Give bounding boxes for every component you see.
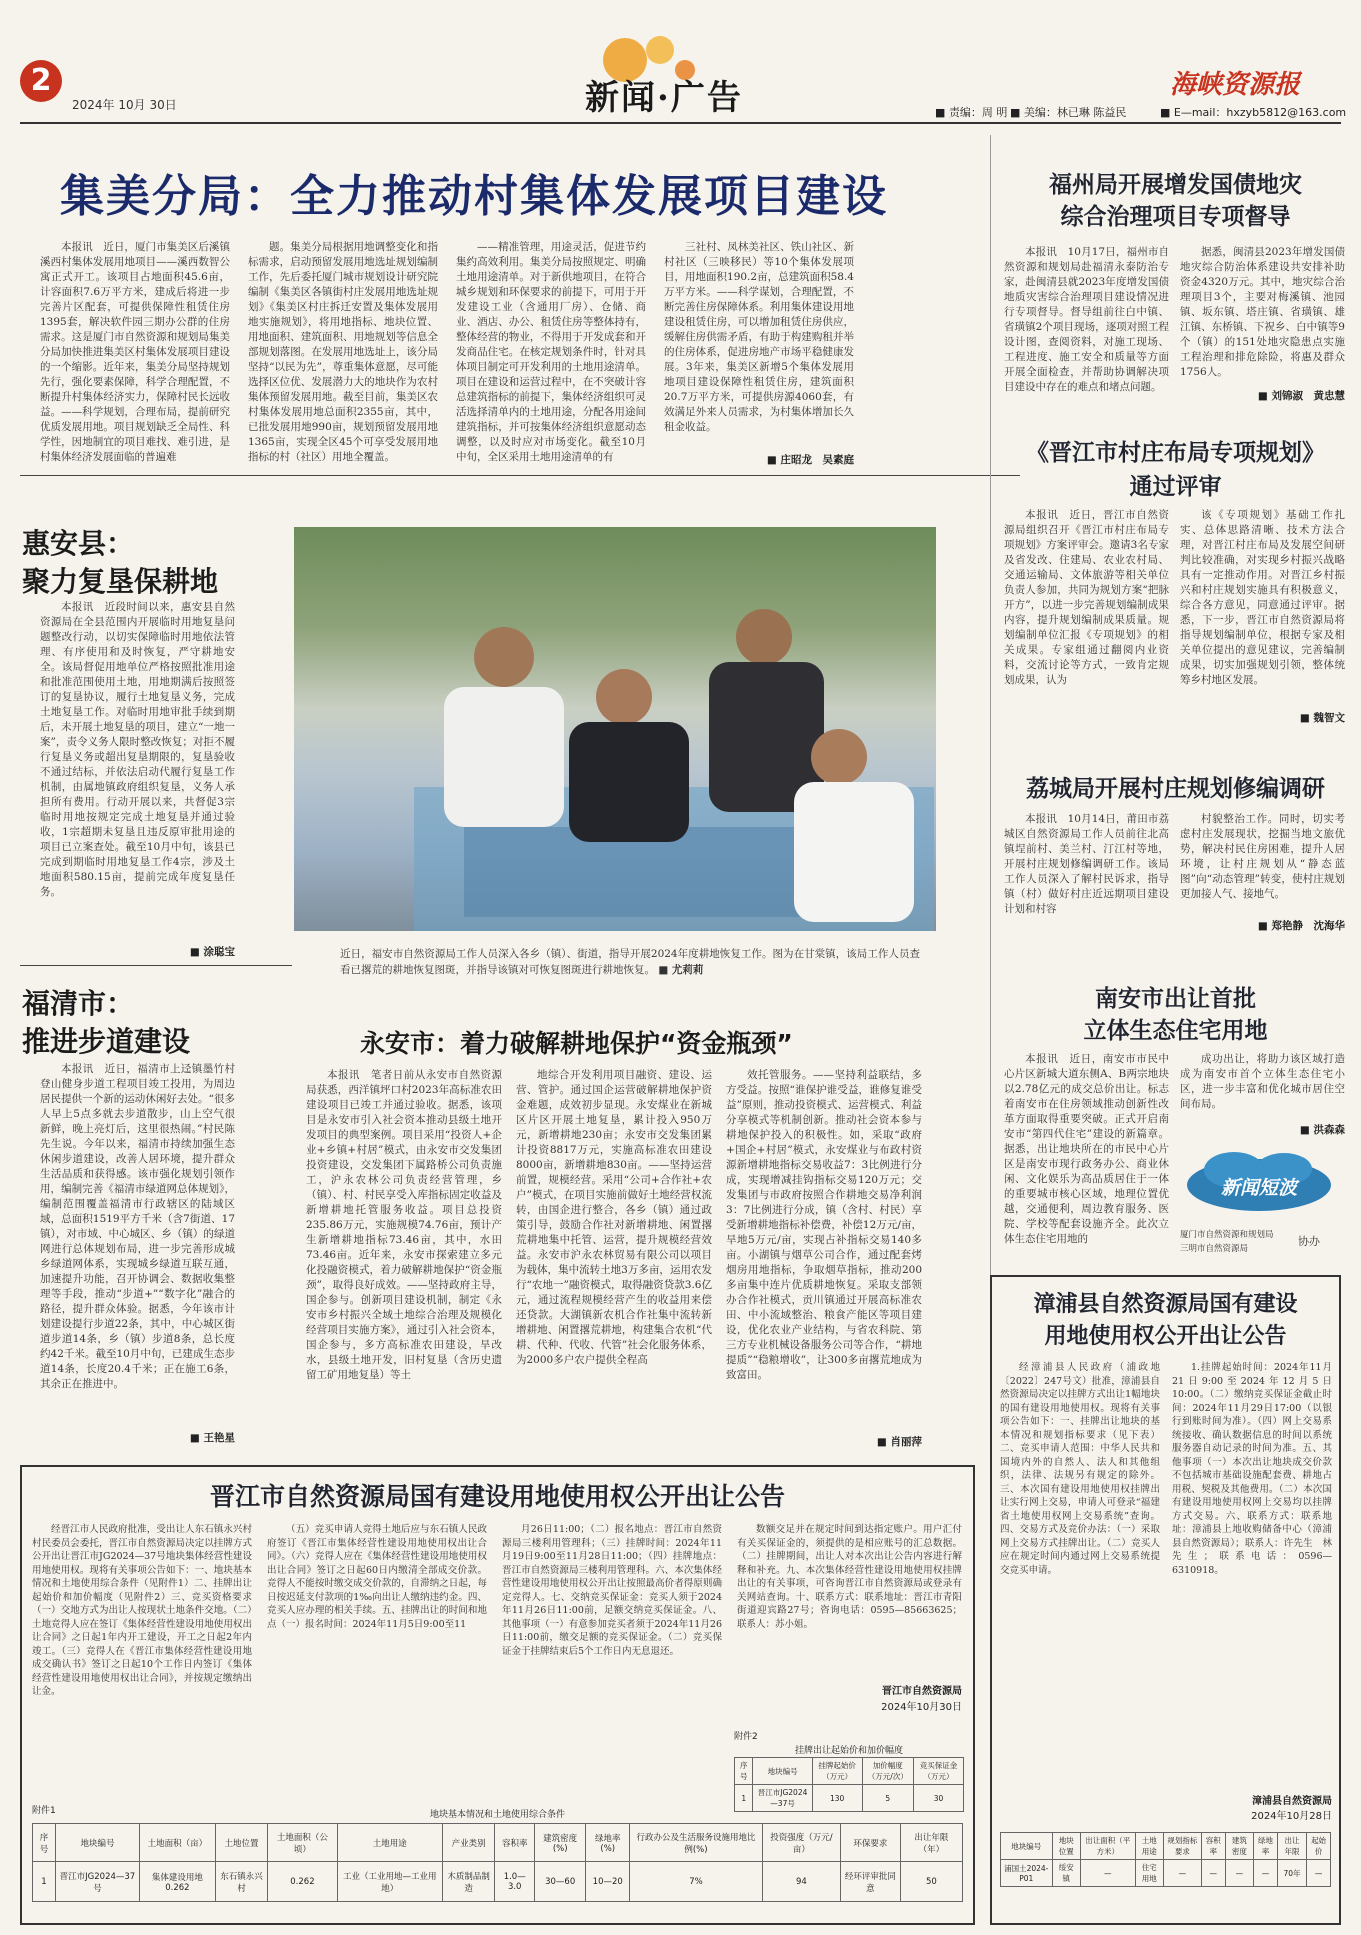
table-header-cell: 绿地率(%) bbox=[586, 1824, 630, 1862]
table-header-cell: 绿地率 bbox=[1254, 1833, 1278, 1860]
small-table-caption: 挂牌出让起始价和加价幅度 bbox=[794, 1746, 903, 1756]
fuzhou-headline-2: 综合治理项目专项督导 bbox=[1060, 204, 1291, 230]
table-cell: 30 bbox=[913, 1785, 963, 1812]
fuqing-headline-2: 推进步道建设 bbox=[22, 1025, 191, 1058]
jinjiang-notice-col-3: 月26日11:00；（二）报名地点：晋江市自然资源局三楼利用管理科；（三）挂牌时间：2024年11月19日9:00至11月28日11:00；（四）挂牌地点：晋江市自然资源局三楼利用管理科。六、本次集体经营性建设用地使用权公开出让按照最高价者得原则确定竞得人。七、交纳竞买保证金：竞买人须于2024年11月26日11:00前，足额交纳竞买保证金。八、其他事项（一）有意参加竞买者须于2024年11月26日11:00前，缴交足额的竞买保证金。（二）竞买保证金于挂牌结束后5个工作日内无息退还。 bbox=[502, 1524, 722, 1657]
table-header-cell: 产业类别 bbox=[442, 1824, 494, 1862]
zhangpu-table-wrap bbox=[1000, 1832, 1331, 1887]
issue-date: 2024年 10月 30日 bbox=[72, 98, 177, 112]
table-header-cell: 挂牌起始价（万元） bbox=[812, 1758, 862, 1785]
photo-caption-text: 近日，福安市自然资源局工作人员深入各乡（镇）、街道，指导开展2024年度耕地恢复工作。图为在甘棠镇，该局工作人员查看已撂荒的耕地恢复图斑，并指导该镇对可恢复图斑进行耕地恢复。 bbox=[340, 948, 920, 976]
yongan-col-1: 本报讯 笔者日前从永安市自然资源局获悉，西洋镇坪口村2023年高标准农田建设项目已竣工并通过验收。据悉，该项目是永安市引入社会资本推动县级土地开发项目的典型案例。项目采用“投资人+企业+乡镇+村居”模式，由永安市交发集团投资建设，交发集团下属路桥公司负责施工，沪永农林公司负责经营管理，乡（镇）、村、村民享受入库指标固定收益及新增耕地托管服务收益。项目总投资235.86万元，实施规模74.76亩，预计产生新增耕地指标73.46亩，其中，水田73.46亩。近年来，永安市探索建立多元化投融资模式，着力破解耕地保护“资金瓶颈”，取得良好成效。——坚持政府主导，国企参与。创新项目建设机制，制定《永安市乡村振兴全域土地综合治理及规模化经营项目实施方案》，通过引入社会资本，国企参与，多方高标准农田建设，旱改水，县级土地开发，旧村复垦（含历史遗留工矿用地复垦）等土 bbox=[306, 1069, 502, 1381]
licheng-col-2: 村貌整治工作。同时，切实考虑村庄发展现状，挖掘当地文旅优势，解决村民住房困难，提升人居环境，让村庄规划从“静态蓝图”向“动态管理”转变，使村庄规划更加接人气、接地气。 bbox=[1180, 813, 1345, 900]
table-header-row bbox=[33, 1824, 963, 1862]
nanan-headline-1: 南安市出让首批 bbox=[1095, 986, 1256, 1012]
table-header-cell: 地块编号 bbox=[753, 1758, 812, 1785]
table-header-cell: 投资强度（万元/亩） bbox=[762, 1824, 840, 1862]
table-header-cell: 土地用途 bbox=[337, 1824, 442, 1862]
table-cell: 1.0—3.0 bbox=[495, 1862, 535, 1902]
jinjiang-notice-col-2: （五）竞买申请人竞得土地后应与东石镇人民政府签订《晋江市集体经营性建设用地使用权出让合同》。（六）竞得人应在《集体经营性建设用地使用权出让合同》签订之日起60日内缴清全部成交价款。竞得人不能按时缴交成交价款的，自滞纳之日起，每日按迟延支付款项的1‰向出让人缴纳违约金。四、竞买人应办理的相关手续。五、挂牌出让的时间和地点（一）报名时间：2024年11月5日9:00至11 bbox=[267, 1524, 487, 1630]
divider bbox=[20, 475, 1020, 476]
table-cell: 工业（工业用地—工业用地） bbox=[337, 1862, 442, 1902]
table-cell: 晋江市JG2024—37号 bbox=[55, 1862, 139, 1902]
table-cell: — bbox=[1201, 1860, 1225, 1887]
table-cell: 绥安镇 bbox=[1052, 1860, 1080, 1887]
jinjiang-notice-box bbox=[20, 1465, 975, 1925]
table-cell: 10—20 bbox=[586, 1862, 630, 1902]
main-table-wrap bbox=[32, 1823, 963, 1902]
page-header bbox=[0, 0, 1361, 130]
fuzhou-col-1: 本报讯 10月17日，福州市自然资源和规划局赴福清永泰防治专家，赴闽清县就2023年度增发国债地质灾害综合治理项目建设情况进行专项督导。督导组前往白中镇、省璜镇2个项目现场，逐项对照工程设计图，查阅资料，对施工现场、工程进度、施工安全和质量等方面开展全面检查，并帮助协调解决项目建设中存在的难点和堵点问题。 bbox=[1004, 246, 1169, 393]
table-cell: 94 bbox=[762, 1862, 840, 1902]
small-table-wrap bbox=[734, 1757, 964, 1812]
sponsor-2: 三明市自然资源局 bbox=[1180, 1244, 1249, 1254]
table-cell: 木质制品制造 bbox=[442, 1862, 494, 1902]
table-header-row bbox=[1001, 1833, 1331, 1860]
table-cell: 晋江市JG2024—37号 bbox=[753, 1785, 812, 1812]
nanan-byline: ■ 洪森森 bbox=[1299, 1124, 1345, 1136]
yongan-col-3: 效托管服务。——坚持利益联结，多方受益。按照“谁保护谁受益，谁修复谁受益”原则，推动投资模式、运营模式、利益分享模式等机制创新。推动社会资本参与耕地保护投入的积极性。如，采取“政府+国企+村居”模式，永安煤业与布政村资源新增耕地指标交易收益7：3比例进行分成，实现增减挂钩指标交易120万元；交发集团与市政府按照合作耕地交易净利润3：7比例进行分成，镇（含村、村民）享受新增耕地指标补偿费，补偿12万元/亩，旱地5万元/亩，实现占补指标交易140多亩。小湖镇与烟草公司合作，通过配套烤烟房用地指标，争取烟草指标，推动200多亩集中连片优质耕地恢复。采取支部领办合作社模式，贡川镇通过开展高标准农田、中小流域整治、粮食产能区等项目建设，优化农业产业结构，与省农科院、第三方专业机械设备服务公司等合作，“耕地提质”“稳粮增收”，让300多亩撂荒地成为致富田。 bbox=[726, 1069, 922, 1381]
zhangpu-headline-2: 用地使用权公开出让公告 bbox=[1044, 1324, 1287, 1349]
table-cell: 130 bbox=[812, 1785, 862, 1812]
table-header-cell: 起始价 bbox=[1307, 1833, 1331, 1860]
table-header-cell: 地块位置 bbox=[1052, 1833, 1080, 1860]
sponsor-1: 厦门市自然资源和规划局 bbox=[1180, 1230, 1274, 1240]
fuqing-body: 本报讯 近日，福清市上迳镇墨竹村登山健身步道工程项目竣工投用，为周边居民提供一个新的运动休闲好去处。“很多人早上5点多就去步道散步，山上空气很新鲜，晚上亮灯后，这里很热闹。”村民陈先生说。今年以来，福清市持续加强生态休闲步道建设，改善人居环境，提升群众生活品质和获得感。该市强化规划引领作用，编制完善《福清市绿道网总体规划》，编制范围覆盖福清市行政辖区的陆域区域，总面积1519平方千米（含7街道、17镇），对市域、中心城区、乡（镇）的绿道网进行总体规划布局，进一步完善形成城乡绿道网体系，实现城乡绿道互联互通，加速提升功能，召开协调会、数据收集整理等手段，推动“步道+”“数字化”融合的路径，提升群众体验。据悉，今年该市计划建设提行步道22条，其中，中心城区街道步道14条，乡（镇）步道8条，总长度约42千米。截至10月中旬，已建成生态步道14条，长度20.4千米；正在施工6条，其余正在推进中。 bbox=[40, 1063, 235, 1390]
email-credit: ■ E—mail：hxzyb5812@163.com bbox=[1160, 106, 1347, 119]
table-header-cell: 环保要求 bbox=[841, 1824, 901, 1862]
table-cell: — bbox=[1307, 1860, 1331, 1887]
table-cell: 7% bbox=[630, 1862, 763, 1902]
licheng-col-1: 本报讯 10月14日，莆田市荔城区自然资源局工作人员前往北高镇埕前村、美兰村、汀江村等地，开展村庄规划修编调研工作。该局工作人员深入了解村民诉求，指导镇（村）做好村庄近远期项目建设计划和村容 bbox=[1004, 813, 1169, 915]
main-table-label: 附件1 bbox=[32, 1806, 56, 1816]
news-photo bbox=[294, 527, 936, 931]
zhangpu-signature-2: 2024年10月28日 bbox=[1251, 1811, 1332, 1822]
yongan-headline: 永安市：着力破解耕地保护“资金瓶颈” bbox=[360, 1029, 793, 1058]
zhangpu-notice-box bbox=[990, 1275, 1341, 1925]
lead-col-4: 三社村、凤林美社区、铁山社区、新村社区（三映移民）等10个集体发展项目，用地面积190.2亩，总建筑面积58.4万平方米。——科学谋划，合理配置，不断完善住房保障体系。利用集体建设用地建设租赁住房，可以增加租赁住房供应，缓解住房供需矛盾，有助于构建购租并举的住房体系，促进房地产市场平稳健康发展。3年来，集美区新增5个集体发展用地项目建设保障性租赁住房，建筑面积20.7万平方米，可提供房源4060套，有效满足外来人员需求，为村集体增加长久租金收益。 bbox=[664, 241, 854, 433]
table-header-cell: 土地位置 bbox=[215, 1824, 267, 1862]
table-cell: 5 bbox=[862, 1785, 913, 1812]
table-header-cell: 出让年限（年） bbox=[900, 1824, 962, 1862]
zhangpu-table bbox=[1000, 1832, 1331, 1887]
lead-col-2: 题。集美分局根据用地调整变化和指标需求，启动预留发展用地选址规划编制工作，先后委托厦门城市规划设计研究院编制《集美区各镇街村庄发展用地选址规划》《集美区村庄拆迁安置及集体发展用地实施规划》，将用地指标、地块位置、用地面积、建筑面积、用地规划等信息全部规划落图。在发展用地选址上，该分局坚持“以民为先”，尊重集体意愿，尽可能选择区位优、发展潜力大的地块作为农村集体预留发展用地。截至目前，集美区农村集体发展用地总面积2355亩，其中，已批发展用地990亩，规划预留发展用地1365亩，实现全区45个可享受发展用地指标的村（社区）用地全覆盖。 bbox=[248, 241, 438, 463]
designer-credit: ■ 美编：林已琳 陈益民 bbox=[1010, 106, 1127, 119]
lead-col-1: 本报讯 近日，厦门市集美区后溪镇溪西村集体发展用地项目——溪西数智公寓正式开工。该项目占地面积45.6亩，计容面积7.6万平方米，建成后将进一步完善片区配套，可提供保障性租赁住房1395套，解决软件园三期办公群的住房需求。这是厦门市自然资源和规划局集美分局加快推进集美区村集体发展项目建设的一个缩影。近年来，集美分局坚持规划先行，强化要素保障，科学合理配置，不断提升村集体经济实力，保障村民长远收益。——科学规划，合理布局，提前研究优质发展用地。项目规划缺乏全局性、科学性，因地制宜的项目难找、难引进，是村集体经济发展面临的普遍难 bbox=[40, 241, 230, 463]
masthead-logo: 海峡资源报 bbox=[1170, 70, 1301, 100]
jinjiang-plan-headline-1: 《晋江市村庄布局专项规划》 bbox=[1026, 440, 1325, 466]
licheng-byline: ■ 郑艳静 沈海华 bbox=[1257, 920, 1345, 932]
table-cell: 1 bbox=[735, 1785, 753, 1812]
jinjiang-notice-col-1: 经晋江市人民政府批准，受出让人东石镇永兴村村民委员会委托，晋江市自然资源局决定以挂牌方式公开出让晋江市JG2024—37号地块集体经营性建设用地使用权。现将有关事项公告如下：一、地块基本情况和土地使用综合条件（见附件1）二、挂牌出让起始价和加价幅度（见附件2）三、竞买资格要求（一）交地方式为出让人按现状土地条件交地。（二）土地竞得人应在签订《集体经营性建设用地使用权出让合同》之日起1年内开工建设，开工之日起2年内竣工。（三）竞得人在《晋江市集体经营性建设用地成交确认书》签订之日起10个工作日内签订《集体经营性建设用地使用权出让合同》，并按规定缴纳出让金。 bbox=[32, 1524, 252, 1697]
divider bbox=[20, 965, 292, 966]
news-brief-badge bbox=[1184, 1145, 1334, 1225]
fuzhou-col-2: 据悉，闽清县2023年增发国债地灾综合防治体系建设共安排补助资金4320万元。其中，地灾综合治理项目3个，主要对梅溪镇、池园镇、坂东镇、塔庄镇、省璜镇、雄江镇、东桥镇、下祝乡、白中镇等9个（镇）的151处地灾隐患点实施工程治理和排危除险，将惠及群众1756人。 bbox=[1180, 246, 1345, 378]
table-cell: — bbox=[1225, 1860, 1253, 1887]
table-header-cell: 出让面积（平方米） bbox=[1080, 1833, 1135, 1860]
fuzhou-headline-1: 福州局开展增发国债地灾 bbox=[1049, 172, 1302, 198]
table-cell: 住宅用地 bbox=[1135, 1860, 1163, 1887]
table-cell: 经环评审批同意 bbox=[841, 1862, 901, 1902]
zhangpu-signature-1: 漳浦县自然资源局 bbox=[1252, 1796, 1332, 1807]
yongan-col-2: 地综合开发利用项目融资、建设、运营、管护。通过国企运营破解耕地保护资金难题，成效初步显现。永安煤业在新城区片区开展土地复垦，累计投入950万元，新增耕地230亩；永安市交发集团累计投资8817万元，实施高标准农田建设8000亩，新增耕地830亩。——坚持运营前置，规模经营。采用“公司+合作社+农户”模式，在项目实施前做好土地经营权流转，由国企进行整合，各乡（镇）通过政策引导，鼓励合作社对新增耕地、闲置撂荒耕地集中托管、运营，提升规模经营效益。永安市沪永农林贸易有限公司以项目为载体，集中流转土地3万多亩，运用农发行“农地一”融资模式，取得融资贷款3.6亿元，通过流程规模经营产生的收益用来偿还贷款。大湖镇新农机合作社集中流转新增耕地、闲置撂荒耕地，构建集合农机“代耕、代种、代收、代管”社会化服务体系，为2000多户农户提供全程高 bbox=[516, 1069, 712, 1366]
table-header-cell: 行政办公及生活服务设施用地比例(%) bbox=[630, 1824, 763, 1862]
jinjiang-notice-col-4: 数额交足并在规定时间到达指定账户。用户汇付有关买保证金的，须提供的是相应账号的汇总数据。（二）挂牌期间，出让人对本次出让公告内容进行解释和补充。九、本次集体经营性建设用地使用权挂牌出让的有关事项，可咨询晋江市自然资源局或登录有关网站查询。十、联系方式：联系地址：晋江市青阳街道迎宾路27号；咨询电话：0595—85663625；联系人：苏小姐。 bbox=[737, 1524, 962, 1630]
table-row bbox=[33, 1862, 963, 1902]
table-cell: — bbox=[1080, 1860, 1135, 1887]
table-header-cell: 序号 bbox=[33, 1824, 56, 1862]
jinjiang-plan-headline-2: 通过评审 bbox=[1129, 474, 1222, 500]
table-header-cell: 加价幅度（万元/次） bbox=[862, 1758, 913, 1785]
table-header-cell: 容积率 bbox=[495, 1824, 535, 1862]
table-header-row bbox=[735, 1758, 964, 1785]
table-header-cell: 竞买保证金（万元） bbox=[913, 1758, 963, 1785]
small-table-label: 附件2 bbox=[734, 1732, 758, 1742]
jinjiang-plan-byline: ■ 魏智文 bbox=[1299, 712, 1345, 724]
table-cell: 30—60 bbox=[535, 1862, 586, 1902]
main-table bbox=[32, 1823, 963, 1902]
nanan-col-1: 本报讯 近日，南安市市民中心片区新城大道东侧A、B两宗地块以2.78亿元的成交总价出让。标志着南安市在住房领域推动创新性改革方面取得重要突破。正式开启南安市“第四代住宅”建设的新篇章。据悉，出让地块所在的市民中心片区是南安市现行政务办公、商业休闲、文化娱乐为高品质居住于一体的重要城市核心区域，地理位置优越，交通便利，周边教育服务、医院、学校等配套设施齐全。此次立体生态住宅用地的 bbox=[1004, 1053, 1169, 1245]
photo-caption bbox=[340, 946, 920, 978]
nanan-headline-2: 立体生态住宅用地 bbox=[1083, 1018, 1268, 1044]
table-header-cell: 容积率 bbox=[1201, 1833, 1225, 1860]
sponsor-co: 协办 bbox=[1298, 1235, 1320, 1248]
table-cell: 50 bbox=[900, 1862, 962, 1902]
lead-headline: 集美分局：全力推动村集体发展项目建设 bbox=[60, 171, 888, 222]
table-header-cell: 土地面积（公顷） bbox=[268, 1824, 337, 1862]
fuqing-byline: ■ 王艳星 bbox=[189, 1432, 235, 1444]
huian-headline-2: 聚力复垦保耕地 bbox=[22, 565, 219, 598]
huian-byline: ■ 涂聪宝 bbox=[189, 946, 235, 958]
table-cell: 1 bbox=[33, 1862, 56, 1902]
table-header-cell: 出让年限 bbox=[1277, 1833, 1306, 1860]
page-number-badge: 2 bbox=[20, 60, 62, 102]
editor-credit: ■ 责编：周 明 bbox=[935, 106, 1008, 119]
table-row bbox=[1001, 1860, 1331, 1887]
yongan-byline: ■ 肖丽萍 bbox=[876, 1436, 922, 1448]
table-header-cell: 建筑密度 bbox=[1225, 1833, 1253, 1860]
small-table bbox=[734, 1757, 964, 1812]
header-rule bbox=[20, 122, 1341, 124]
photo-byline: ■ 尤莉莉 bbox=[658, 964, 704, 976]
table-header-cell: 建筑密度(%) bbox=[535, 1824, 586, 1862]
table-cell: 70年 bbox=[1277, 1860, 1306, 1887]
table-cell: 东石镇永兴村 bbox=[215, 1862, 267, 1902]
table-header-cell: 地块编号 bbox=[1001, 1833, 1053, 1860]
table-header-cell: 土地面积（亩） bbox=[139, 1824, 215, 1862]
nanan-col-2: 成功出让，将助力该区域打造成为南安市首个立体生态住宅小区，进一步丰富和优化城市居住空间布局。 bbox=[1180, 1053, 1345, 1110]
table-header-cell: 土地用途 bbox=[1135, 1833, 1163, 1860]
table-cell: 集体建设用地0.262 bbox=[139, 1862, 215, 1902]
table-header-cell: 地块编号 bbox=[55, 1824, 139, 1862]
main-table-caption: 地块基本情况和土地使用综合条件 bbox=[429, 1810, 565, 1820]
fuqing-headline-1: 福清市： bbox=[22, 987, 135, 1020]
jinjiang-notice-signature-2: 2024年10月30日 bbox=[881, 1702, 962, 1713]
table-cell: — bbox=[1254, 1860, 1278, 1887]
lead-col-3: ——精准管理，用途灵活，促进节约集约高效利用。集美分局按照规定、明确土地用途清单。对于新供地项目，在符合城乡规划和环保要求的前提下，可用于开发建设工业（含通用厂房）、仓储、商业、酒店、办公、租赁住房等整体持有，整体经营的物业，不得用于开发成套和开发商品住宅。在核定规划条件时，针对具体项目制定可开发利用的土地用途清单。项目在建设和运营过程中，在不突破计容总建筑指标的前提下，集体经济组织可灵活选择清单内的土地用途，分配各用途间建筑指标，并可按集体经济组织意愿动态调整，以及时应对市场变化。截至10月中旬，全区采用土地用途清单的有 bbox=[456, 241, 646, 463]
huian-body: 本报讯 近段时间以来，惠安县自然资源局在全县范围内开展临时用地复垦问题整改行动，以切实保障临时用地依法管理、有序使用和及时恢复，严守耕地安全。该局督促用地单位严格按照批准用途和批准范围使用土地，用地期满后按照签订的复垦协议，履行土地复垦义务，完成土地复垦工作。对临时用地审批手续到期后，未开展土地复垦的项目，建立“一地一案”，责令义务人限时整改恢复；对拒不履行复垦义务或超出复垦期限的，复垦验收不通过结标，并依法启动代履行复垦工作机制，由属地镇政府组织复垦，义务人承担所有费用。行动开展以来，共督促3宗临时用地按规定完成土地复垦并通过验收，1宗超期未复垦且违反原审批用途的项目已立案查处。截至10月中旬，该县已完成到期临时用地复垦工作4宗，涉及土地面积580.15亩，提前完成年度复垦任务。 bbox=[40, 601, 235, 898]
section-title: 新闻·广告 bbox=[585, 78, 743, 118]
fuzhou-byline: ■ 刘锦淑 黄忠慧 bbox=[1257, 390, 1345, 402]
jinjiang-plan-col-1: 本报讯 近日，晋江市自然资源局组织召开《晋江市村庄布局专项规划》方案评审会。邀请3名专家及省发改、住建局、农业农村局、交通运输局、文体旅游等相关单位负责人参加，共同为规划方案“把脉开方”，以进一步完善规划编制成果内容，提升规划编制成果质量。规划编制单位汇报《专项规划》的相关成果。专家组通过翻阅内业资料，交流讨论等方式，一致肯定规划成果，认为 bbox=[1004, 509, 1169, 686]
news-brief-label: 新闻短波 bbox=[1220, 1177, 1297, 1199]
huian-headline-1: 惠安县： bbox=[22, 527, 135, 560]
table-cell: — bbox=[1164, 1860, 1202, 1887]
jinjiang-plan-col-2: 该《专项规划》基础工作扎实、总体思路清晰、技术方法合理，对晋江村庄布局及发展空间研判比较准确，对实现乡村振兴战略具有一定推动作用。对晋江乡村振兴和村庄规划实施具有积极意义，综合各方意见，同意通过评审。据悉，下一步，晋江市自然资源局将指导规划编制单位，根据专家及相关单位提出的意见建议，完善编制成果，切实加强规划引领，整体统筹乡村地区发展。 bbox=[1180, 509, 1345, 686]
photo-illustration bbox=[294, 527, 936, 931]
table-header-cell: 规划指标要求 bbox=[1164, 1833, 1202, 1860]
zhangpu-headline-1: 漳浦县自然资源局国有建设 bbox=[1033, 1292, 1298, 1317]
table-cell: 0.262 bbox=[268, 1862, 337, 1902]
table-header-cell: 序号 bbox=[735, 1758, 753, 1785]
table-cell: 浦国土2024-P01 bbox=[1001, 1860, 1053, 1887]
jinjiang-notice-headline: 晋江市自然资源局国有建设用地使用权公开出让公告 bbox=[209, 1482, 785, 1511]
zhangpu-col-1: 经漳浦县人民政府（浦政地〔2022〕247号文）批准，漳浦县自然资源局决定以挂牌方式出让1幅地块的国有建设用地使用权。现将有关事项公告如下：一、挂牌出让地块的基本情况和规划指标要求（见下表）二、竞买申请人范围：中华人民共和国境内外的自然人、法人和其他组织，法律、法规另有规定的除外。三、本次国有建设用地使用权挂牌出让实行网上交易，申请人可登录“福建省土地使用权网上交易系统”查询。四、交易方式及竞价办法：（一）采取网上交易方式挂牌出让。（二）竞买人应在规定时间内通过网上交易系统提交竞买申请。 bbox=[1000, 1362, 1160, 1576]
jinjiang-notice-signature-1: 晋江市自然资源局 bbox=[882, 1686, 962, 1697]
zhangpu-col-2: 1.挂牌起始时间：2024年11月21日9:00至2024年12月5日10:00。（二）缴纳竞买保证金截止时间：2024年11月29日17:00（以银行到账时间为准）。（四）网上交易系统接收、确认数据信息的时间以系统服务器自动记录的时间为准。五、其他事项（一）本次出让地块成交价款不包括城市基础设施配套费、耕地占用税、契税及其他费用。（二）本次国有建设用地使用权网上交易均以挂牌方式交易。六、联系方式：联系地址：漳浦县上地收购储备中心（漳浦县自然资源局）；联系人：许先生 林先生；联系电话：0596—6310918。 bbox=[1172, 1362, 1332, 1576]
lead-byline: ■ 庄昭龙 吴素庭 bbox=[766, 454, 854, 466]
licheng-headline: 荔城局开展村庄规划修编调研 bbox=[1026, 776, 1325, 802]
